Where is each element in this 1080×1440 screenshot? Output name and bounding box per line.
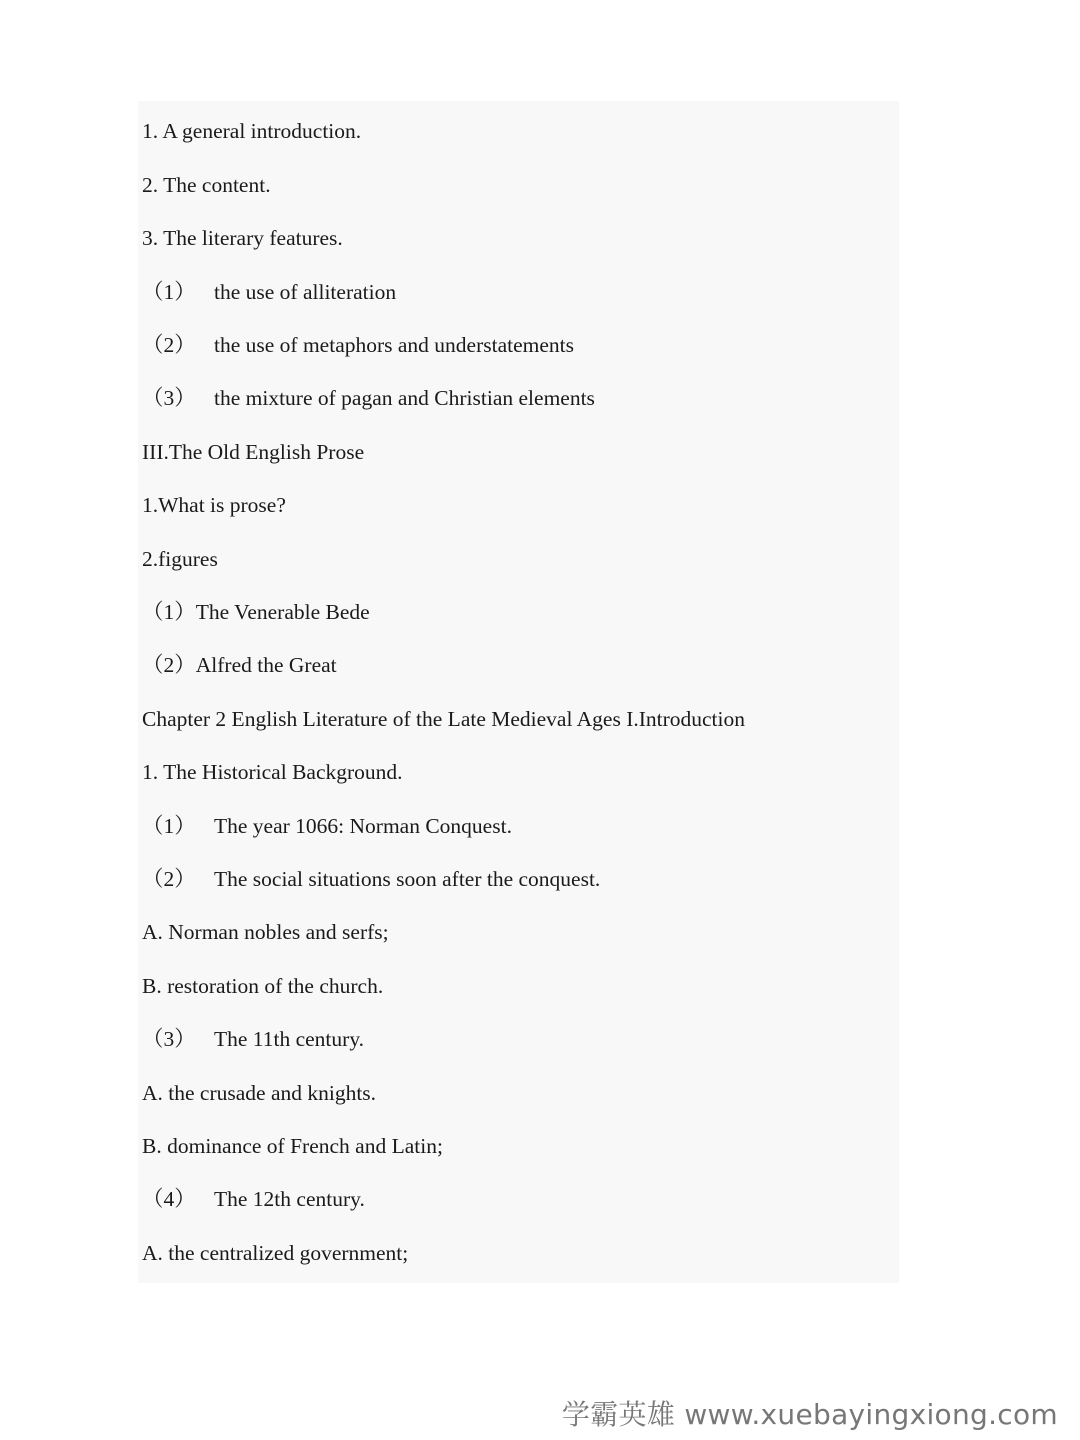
line-1: 1. A general introduction.: [142, 119, 362, 143]
line-6: （3） the mixture of pagan and Christian elements: [142, 386, 595, 410]
line-10: （1）The Venerable Bede: [142, 600, 370, 624]
line-15: （2） The social situations soon after the conquest.: [142, 867, 601, 891]
document-body: [138, 101, 899, 1283]
line-7: III.The Old English Prose: [142, 440, 365, 464]
line-5: （2） the use of metaphors and understatements: [142, 333, 575, 357]
line-21: （4） The 12th century.: [142, 1187, 365, 1211]
line-19: A. the crusade and knights.: [142, 1081, 377, 1105]
line-14: （1） The year 1066: Norman Conquest.: [142, 814, 512, 838]
line-16: A. Norman nobles and serfs;: [142, 920, 389, 944]
line-17: B. restoration of the church.: [142, 974, 384, 998]
line-8: 1.What is prose?: [142, 493, 286, 517]
site-watermark: 学霸英雄 www.xuebayingxiong.com: [561, 1398, 1058, 1431]
line-4: （1） the use of alliteration: [142, 280, 397, 304]
line-11: （2）Alfred the Great: [142, 653, 337, 677]
line-22: A. the centralized government;: [142, 1241, 409, 1265]
line-2: 2. The content.: [142, 173, 271, 197]
line-9: 2.figures: [142, 547, 218, 571]
line-12: Chapter 2 English Literature of the Late Medieval Ages I.Introduction: [142, 707, 746, 731]
line-20: B. dominance of French and Latin;: [142, 1134, 443, 1158]
line-18: （3） The 11th century.: [142, 1027, 365, 1051]
line-13: 1. The Historical Background.: [142, 760, 403, 784]
line-3: 3. The literary features.: [142, 226, 343, 250]
